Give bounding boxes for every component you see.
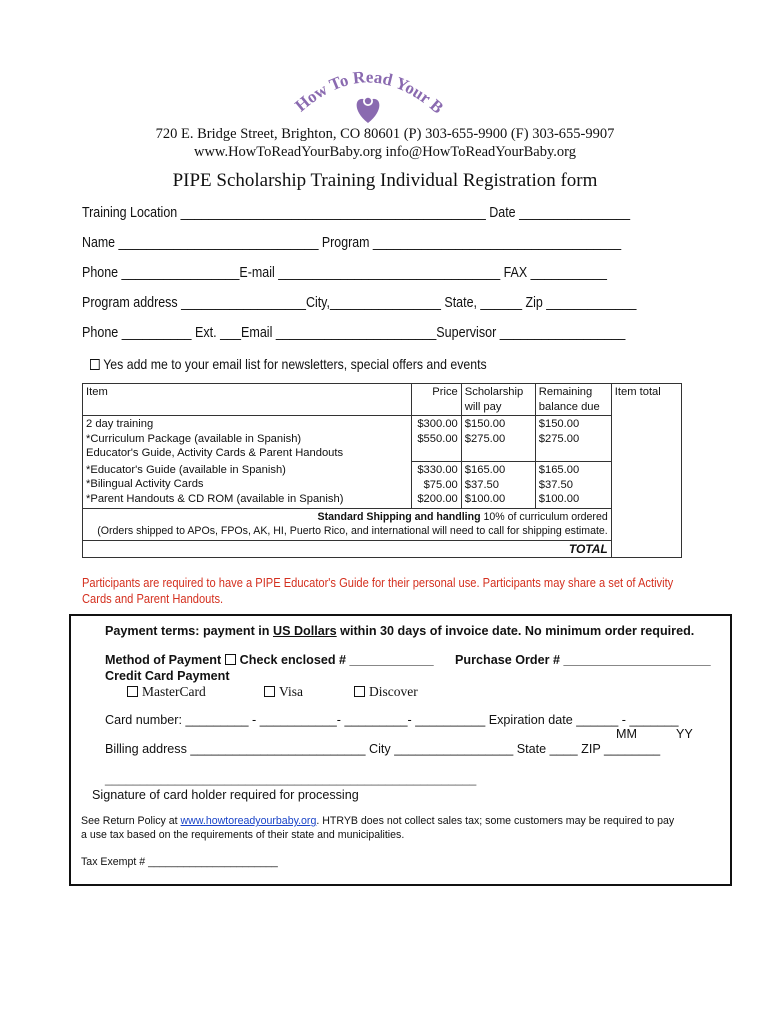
signature-line[interactable]: _____________________________________________________: [105, 772, 477, 786]
return-policy-line: See Return Policy at www.howtoreadyourbaby.org. HTRYB does not collect sales tax; some customers may be required to pay: [81, 815, 675, 827]
table-header-row: [83, 384, 682, 416]
discover-checkbox[interactable]: [354, 686, 365, 697]
newsletter-option[interactable]: [90, 356, 487, 372]
table-row: [83, 416, 682, 462]
web-contact-line: www.HowToReadYourBaby.org info@HowToReadYourBaby.org: [193, 144, 576, 160]
signature-label: Signature of card holder required for processing: [92, 788, 359, 802]
item-remaining: $150.00: [538, 418, 580, 430]
payment-terms: Payment terms: payment in US Dollars within 30 days of invoice date. No minimum order required.: [105, 624, 695, 638]
item-scholarship: $275.00: [464, 432, 506, 445]
items-table: [82, 383, 682, 558]
header-remaining: Remaining balance due: [535, 384, 611, 416]
sales-tax-note: a use tax based on the requirements of their state and municipalities.: [81, 829, 405, 841]
mastercard-checkbox[interactable]: [127, 686, 138, 697]
page-title: PIPE Scholarship Training Individual Registration form: [172, 170, 598, 191]
method-label: Method of Payment: [105, 653, 225, 667]
item-remaining: $100.00: [538, 493, 580, 505]
payment-method-row: [105, 653, 434, 667]
item-name: *Curriculum Package (available in Spanish): [86, 432, 302, 445]
header-price: Price: [411, 384, 461, 416]
item-remaining: $37.50: [538, 478, 573, 491]
item-remaining: $275.00: [538, 432, 580, 445]
credit-card-label: Credit Card Payment: [105, 669, 230, 683]
payment-box: [69, 614, 732, 886]
item-scholarship: $165.00: [464, 464, 506, 476]
mastercard-option[interactable]: MasterCard: [127, 684, 206, 700]
item-remaining: $165.00: [538, 464, 580, 476]
discover-option[interactable]: Discover: [354, 684, 418, 700]
item-name: Educator's Guide, Activity Cards & Parent Handouts: [86, 447, 344, 459]
guide-notice: [82, 575, 673, 607]
item-name: *Bilingual Activity Cards: [86, 478, 204, 490]
purchase-order-field[interactable]: Purchase Order # _____________________: [455, 653, 711, 667]
item-price: $75.00: [423, 478, 458, 491]
phone-email-fax-field[interactable]: Phone _________________E-mail ________________________________ FAX ___________: [82, 265, 607, 281]
item-name: 2 day training: [86, 418, 154, 430]
expiration-yy-label: YY: [676, 727, 693, 741]
shipping-note: (Orders shipped to APOs, FPOs, AK, HI, Puerto Rico, and international will need to call for shipping estimate.: [97, 525, 608, 537]
check-enclosed-field[interactable]: Check enclosed # ____________: [239, 653, 434, 667]
item-price: $330.00: [417, 464, 458, 476]
item-price: $200.00: [417, 493, 458, 505]
shipping-label: Standard Shipping and handling: [317, 510, 481, 523]
training-location-field[interactable]: Training Location ____________________________________________ Date ________________: [82, 205, 631, 221]
item-price: $550.00: [417, 432, 458, 445]
return-policy-link[interactable]: www.howtoreadyourbaby.org: [180, 815, 317, 827]
logo-text: How To Read Your B: [291, 67, 448, 118]
total-label: TOTAL: [83, 540, 612, 558]
header-item: Item: [83, 384, 412, 416]
address-line: 720 E. Bridge Street, Brighton, CO 80601 (P) 303-655-9900 (F) 303-655-9907: [155, 126, 615, 142]
expiration-mm-label: MM: [616, 727, 637, 741]
card-number-field[interactable]: Card number: _________ - ___________- _________- __________ Expiration date ______ - _______: [105, 713, 679, 727]
header-item-total: Item total: [611, 384, 681, 558]
notice-line-1: Participants are required to have a PIPE Educator's Guide for their personal use. Participants may share a set of Activity: [82, 575, 674, 590]
total-row: [83, 540, 682, 558]
visa-checkbox[interactable]: [264, 686, 275, 697]
phone-ext-email-field[interactable]: Phone __________ Ext. ___Email _______________________Supervisor __________________: [82, 325, 626, 341]
notice-line-2: Cards and Parent Handouts.: [82, 591, 224, 606]
newsletter-checkbox[interactable]: [90, 359, 100, 370]
item-name: *Parent Handouts & CD ROM (available in Spanish): [86, 492, 344, 505]
shipping-rate: 10% of curriculum ordered: [480, 510, 608, 523]
name-program-field[interactable]: Name _____________________________ Program ____________________________________: [82, 235, 622, 251]
tax-exempt-field[interactable]: Tax Exempt # ______________________: [81, 856, 278, 868]
item-scholarship: $150.00: [464, 418, 506, 430]
visa-option[interactable]: Visa: [264, 684, 303, 700]
header-scholarship: Scholarship will pay: [461, 384, 535, 416]
billing-address-field[interactable]: Billing address _________________________ City _________________ State ____ ZIP ________: [105, 742, 661, 756]
shipping-row: [83, 508, 682, 540]
newsletter-label: Yes add me to your email list for newsletters, special offers and events: [103, 356, 487, 372]
item-scholarship: $37.50: [464, 478, 499, 491]
table-row: [83, 462, 682, 509]
item-price: $300.00: [417, 418, 458, 430]
check-checkbox[interactable]: [225, 654, 236, 665]
item-name: *Educator's Guide (available in Spanish): [86, 463, 286, 476]
item-scholarship: $100.00: [464, 493, 506, 505]
program-address-field[interactable]: Program address __________________City,________________ State, ______ Zip _____________: [82, 295, 637, 311]
